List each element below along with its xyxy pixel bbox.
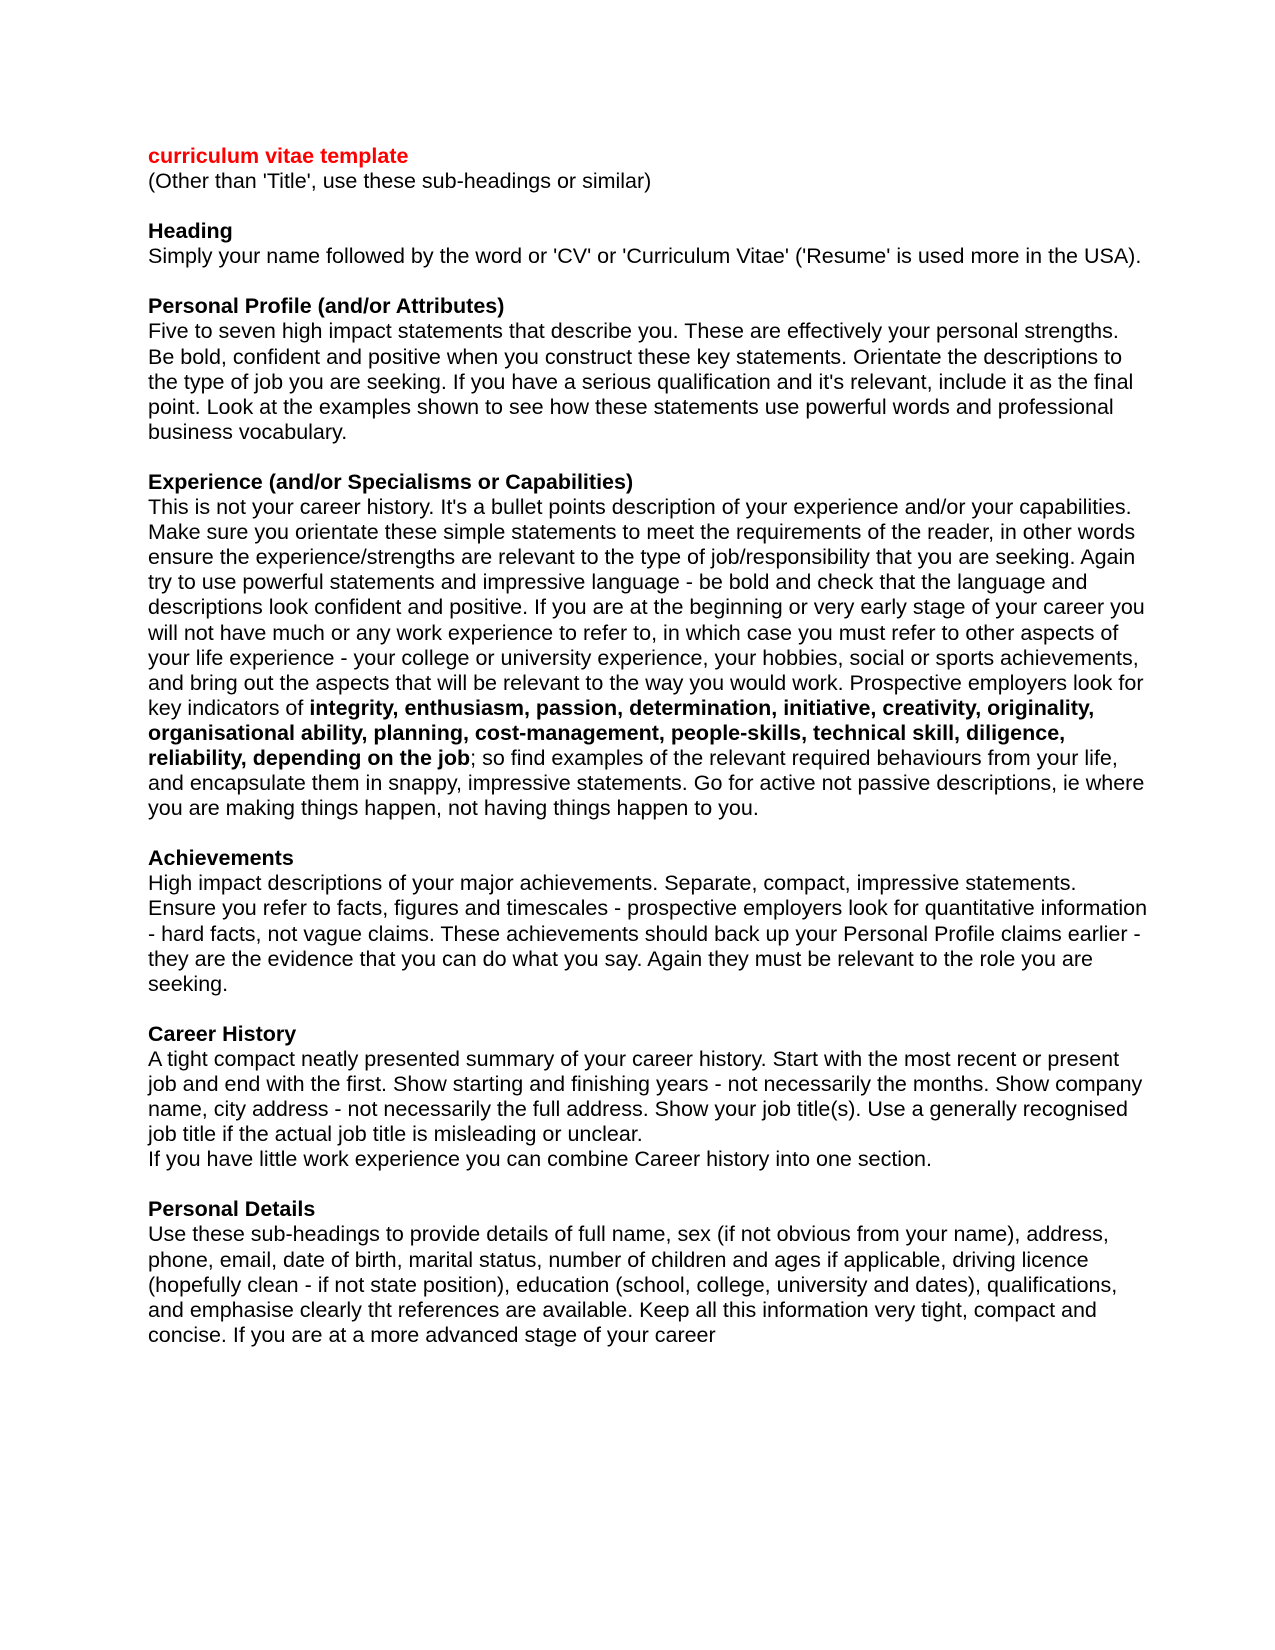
section-body-heading: Simply your name followed by the word or 'CV' or 'Curriculum Vitae' ('Resume' is used more in the USA). <box>148 244 1142 269</box>
section-title-heading: Heading <box>148 219 233 244</box>
document-subtitle: (Other than 'Title', use these sub-headings or similar) <box>148 169 652 194</box>
section-heading <box>148 219 1148 269</box>
section-body-achievements: High impact descriptions of your major achievements. Separate, compact, impressive statements. Ensure you refer to facts, figures and timescales - prospective employers look for quantitative information - hard facts, not vague claims. These achievements should back up your Personal Profile claims earlier - they are the evidence that you can do what you say. Again they must be relevant to the role you are seeking. <box>148 871 1148 996</box>
section-title-career-history: Career History <box>148 1021 297 1046</box>
section-body-personal-profile: Five to seven high impact statements that describe you. These are effectively your personal strengths. Be bold, confident and positive when you construct these key statements. Orientate the descriptions to the type of job you are seeking. If you have a serious qualification and it's relevant, include it as the final point. Look at the examples shown to see how these statements use powerful words and professional business vocabulary. <box>148 319 1134 444</box>
experience-text-part1: This is not your career history. It's a bullet points description of your experience and/or your capabilities. Make sure you orientate these simple statements to meet the requirements of the reader, in other words ensure the experience/strengths are relevant to the type of job/responsibility that you are seeking. Again try to use powerful statements and impressive language - be bold and check that the language and descriptions look confident and positive. If you are at the beginning or very early stage of your career you will not have much or any work experience to refer to, in which case you must refer to other aspects of your life experience - your college or university experience, your hobbies, social or sports achievements, and bring out the aspects that will be relevant to the way you would work. Prospective employers look for key indicators of <box>148 495 1145 720</box>
section-experience <box>148 470 1148 821</box>
section-personal-profile <box>148 294 1148 445</box>
section-achievements <box>148 846 1148 997</box>
section-body-experience <box>148 495 1148 821</box>
section-title-experience: Experience (and/or Specialisms or Capabilities) <box>148 469 634 494</box>
section-title-personal-details: Personal Details <box>148 1197 316 1222</box>
section-body-personal-details: Use these sub-headings to provide details of full name, sex (if not obvious from your name), address, phone, email, date of birth, marital status, number of children and ages if applicable, driving licence (hopefully clean - if not state position), education (school, college, university and dates), qualifications, and emphasise clearly tht references are available. Keep all this information very tight, compact and concise. If you are at a more advanced stage of your career <box>148 1222 1118 1347</box>
section-body-career-history-note: If you have little work experience you can combine Career history into one section. <box>148 1147 932 1172</box>
experience-key-indicators: integrity, enthusiasm, passion, determination, initiative, creativity, originality, organisational ability, planning, cost-management, people-skills, technical skill, diligence, reliability, depending on the job <box>148 695 1095 770</box>
section-body-career-history: A tight compact neatly presented summary of your career history. Start with the most recent or present job and end with the first. Show starting and finishing years - not necessarily the months. Show company name, city address - not necessarily the full address. Show your job title(s). Use a generally recognised job title if the actual job title is misleading or unclear. <box>148 1046 1143 1147</box>
section-personal-details <box>148 1197 1148 1348</box>
document-page <box>148 144 1148 1373</box>
section-career-history <box>148 1022 1148 1173</box>
section-title-personal-profile: Personal Profile (and/or Attributes) <box>148 294 505 319</box>
document-title: curriculum vitae template <box>148 144 409 168</box>
section-title-achievements: Achievements <box>148 846 294 871</box>
experience-text-part2: ; so find examples of the relevant required behaviours from your life, and encapsulate them in snappy, impressive statements. Go for active not passive descriptions, ie where you are making things happen, not having things happen to you. <box>148 745 1145 821</box>
